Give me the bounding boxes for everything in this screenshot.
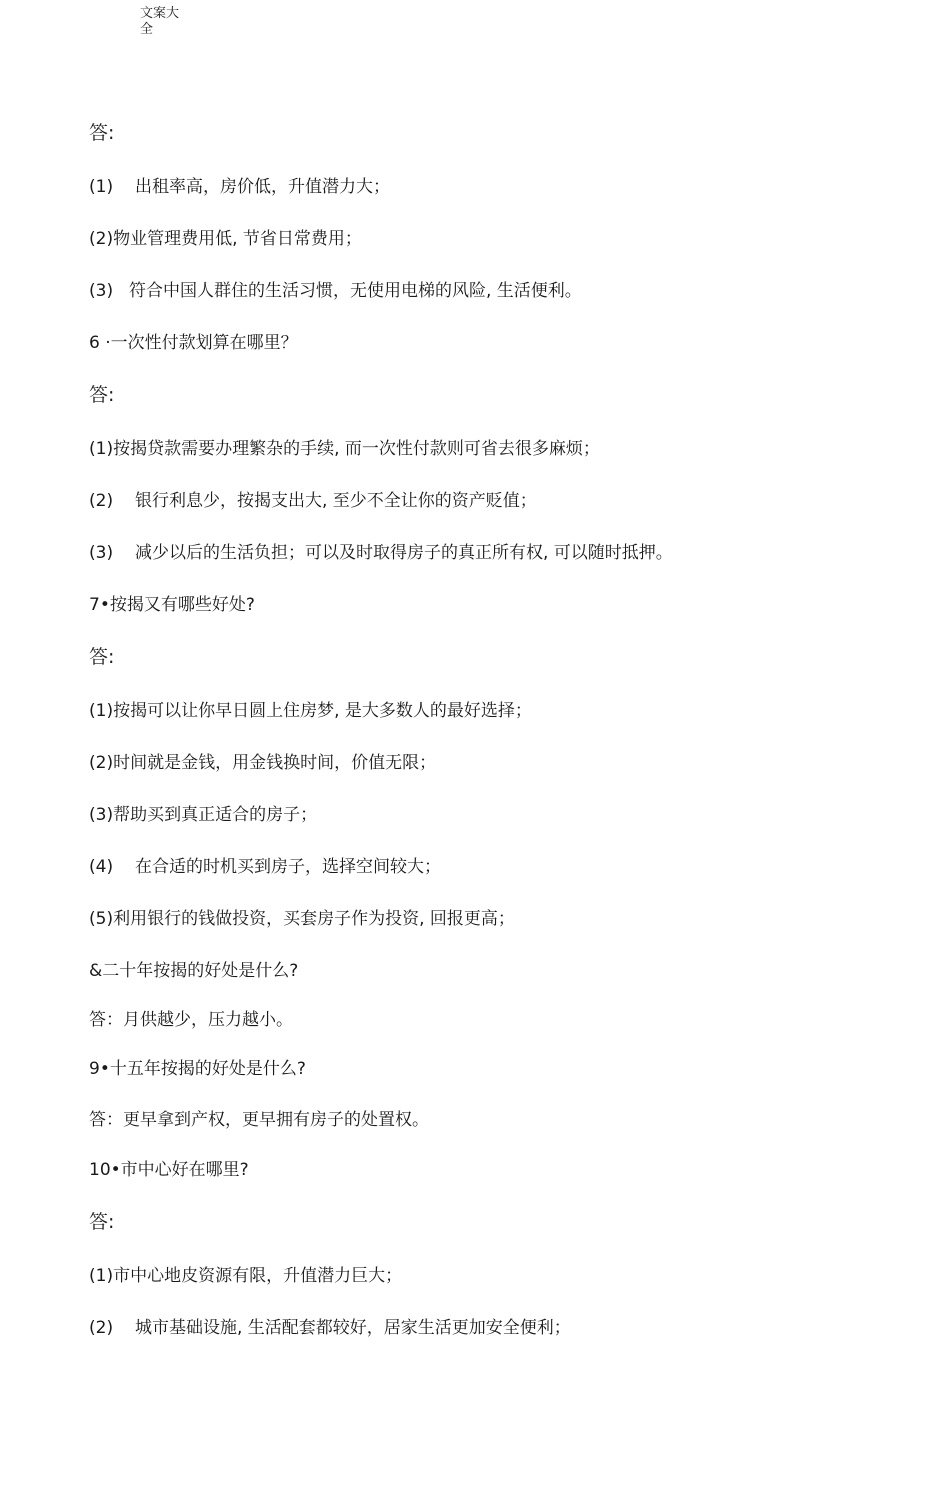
list-item: [89, 700, 532, 722]
item-number: (1): [89, 177, 114, 197]
question-line: [89, 1159, 249, 1181]
item-number: (5): [89, 909, 114, 929]
question-number: 7•: [89, 595, 110, 615]
question-line: [89, 1058, 306, 1080]
line-text: 答:: [89, 122, 115, 144]
list-item: [89, 908, 515, 930]
question-number: 6 ·: [89, 333, 111, 353]
list-item: [89, 280, 582, 302]
line-text: 按揭可以让你早日圆上住房梦, 是大多数人的最好选择；: [113, 701, 532, 721]
line-text: 帮助买到真正适合的房子；: [113, 805, 318, 825]
list-item: [89, 1317, 571, 1339]
line-text: 十五年按揭的好处是什么?: [109, 1059, 306, 1079]
line-text: 时间就是金钱，用金钱换时间，价值无限；: [113, 753, 437, 773]
list-item: [89, 228, 362, 250]
item-number: (3): [89, 543, 114, 563]
list-item: [89, 490, 537, 512]
question-number: 9•: [89, 1059, 110, 1079]
line-text: 减少以后的生活负担；可以及时取得房子的真正所有权, 可以随时抵押。: [135, 543, 673, 563]
line-text: 一次性付款划算在哪里？: [110, 333, 298, 353]
line-text: 答:: [89, 384, 115, 406]
answer-heading: [89, 384, 114, 406]
answer-heading: [89, 646, 114, 668]
item-number: (2): [89, 753, 114, 773]
line-text: 物业管理费用低, 节省日常费用；: [113, 229, 362, 249]
item-number: (4): [89, 857, 114, 877]
item-number: (3): [89, 281, 114, 301]
line-text: 银行利息少，按揭支出大, 至少不全让你的资产贬值；: [135, 491, 537, 511]
list-item: [89, 542, 673, 564]
list-item: [89, 438, 600, 460]
line-text: 答:: [89, 646, 115, 668]
line-text: 在合适的时机买到房子，选择空间较大；: [135, 857, 441, 877]
line-text: 二十年按揭的好处是什么?: [102, 961, 299, 981]
item-number: (2): [89, 1318, 114, 1338]
page-header-label: 文案大全: [140, 6, 180, 37]
line-text: 符合中国人群住的生活习惯，无使用电梯的风险, 生活便利。: [129, 281, 582, 301]
question-line: [89, 332, 298, 354]
list-item: [89, 1265, 402, 1287]
line-text: 市中心好在哪里?: [120, 1160, 249, 1180]
list-item: [89, 752, 436, 774]
answer-heading: [89, 1211, 114, 1233]
item-number: (1): [89, 439, 114, 459]
item-number: (1): [89, 1266, 114, 1286]
line-text: 按揭又有哪些好处?: [109, 595, 255, 615]
line-text: 答：更早拿到产权，更早拥有房子的处置权。: [89, 1110, 429, 1130]
question-number: &: [89, 961, 103, 981]
line-text: 城市基础设施, 生活配套都较好，居家生活更加安全便利；: [135, 1318, 571, 1338]
list-item: [89, 856, 441, 878]
list-item: [89, 804, 317, 826]
answer-line: [89, 1009, 293, 1031]
item-number: (2): [89, 229, 114, 249]
line-text: 答：月供越少，压力越小。: [89, 1010, 293, 1030]
list-item: [89, 176, 390, 198]
line-text: 市中心地皮资源有限，升值潜力巨大；: [113, 1266, 403, 1286]
line-text: 利用银行的钱做投资，买套房子作为投资, 回报更高；: [113, 909, 515, 929]
line-text: 出租率高，房价低，升值潜力大；: [135, 177, 390, 197]
answer-heading: [89, 122, 114, 144]
item-number: (2): [89, 491, 114, 511]
line-text: 答:: [89, 1211, 115, 1233]
line-text: 按揭贷款需要办理繁杂的手续, 而一次性付款则可省去很多麻烦；: [113, 439, 600, 459]
question-line: [89, 594, 255, 616]
item-number: (1): [89, 701, 114, 721]
question-line: [89, 960, 298, 982]
question-number: 10•: [89, 1160, 121, 1180]
item-number: (3): [89, 805, 114, 825]
answer-line: [89, 1109, 429, 1131]
